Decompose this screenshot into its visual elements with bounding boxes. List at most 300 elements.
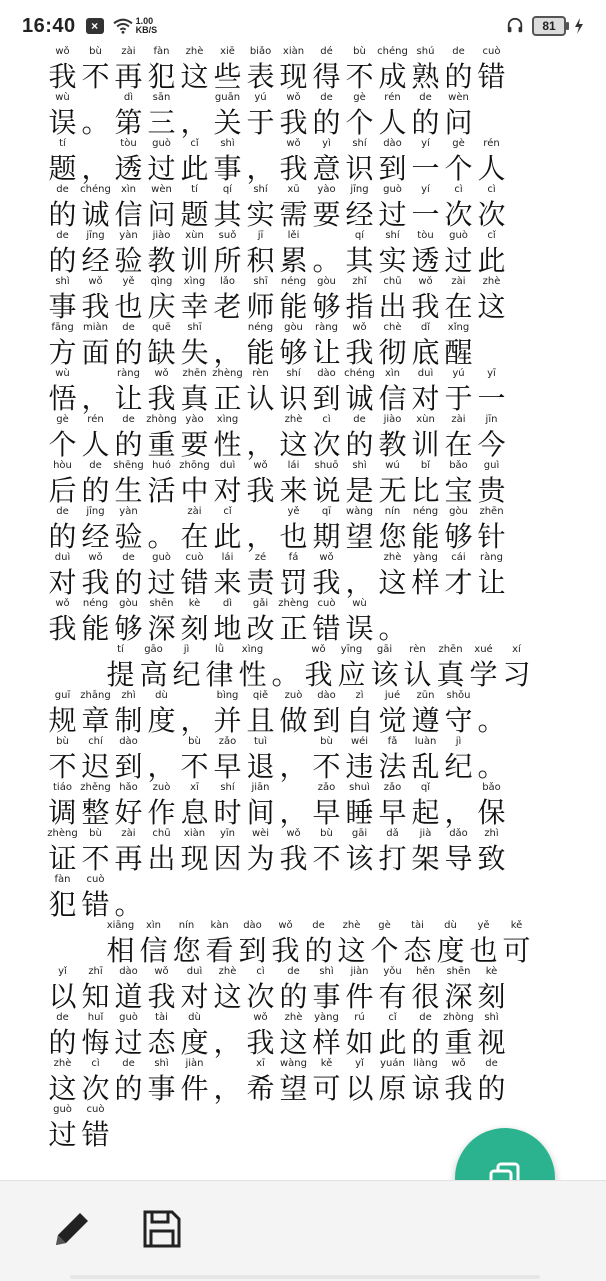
hanzi: 重 xyxy=(147,428,176,461)
pinyin: cì xyxy=(454,184,463,195)
char-cell xyxy=(343,1058,376,1105)
char-cell xyxy=(376,138,409,185)
hanzi: 让 xyxy=(477,566,506,599)
hanzi: 因 xyxy=(213,842,242,875)
char-cell xyxy=(46,1104,79,1151)
hanzi: 今 xyxy=(477,428,506,461)
char-cell xyxy=(442,506,475,553)
hanzi: 地 xyxy=(213,612,242,645)
hanzi: 活 xyxy=(147,474,176,507)
hanzi: 度 xyxy=(436,934,465,967)
pinyin: jī xyxy=(257,230,264,241)
hanzi: 期 xyxy=(312,520,341,553)
pinyin: zài xyxy=(187,506,202,517)
hanzi: 信 xyxy=(114,198,143,231)
char-cell xyxy=(442,828,475,875)
pinyin: gāi xyxy=(376,644,393,655)
hanzi: 老 xyxy=(213,290,242,323)
char-cell xyxy=(442,1058,475,1105)
hanzi: 人 xyxy=(477,152,506,185)
char-cell xyxy=(442,322,475,369)
hanzi: 制 xyxy=(114,704,143,737)
pinyin: kě xyxy=(320,1058,333,1069)
pinyin: ràng xyxy=(480,552,503,563)
pinyin: chè xyxy=(383,322,402,333)
pinyin: yě xyxy=(287,506,300,517)
pinyin: gòu xyxy=(317,276,336,287)
hanzi: ， xyxy=(246,152,275,185)
pinyin: duì xyxy=(54,552,71,563)
char-cell xyxy=(409,368,442,415)
edit-button[interactable] xyxy=(42,1199,102,1259)
char-cell xyxy=(475,138,508,185)
pinyin: de xyxy=(419,92,432,103)
char-cell xyxy=(46,966,79,1013)
char-cell xyxy=(442,46,475,93)
hanzi: 现 xyxy=(180,842,209,875)
pinyin: jīn xyxy=(485,414,498,425)
pinyin: lǜ xyxy=(214,644,225,655)
hanzi: 熟 xyxy=(411,60,440,93)
essay-line xyxy=(46,368,566,414)
char-cell xyxy=(335,644,368,691)
pinyin: zài xyxy=(451,276,466,287)
pinyin: cǐ xyxy=(223,506,232,517)
save-icon xyxy=(140,1207,184,1251)
char-cell xyxy=(112,598,145,645)
pinyin: xí xyxy=(512,644,521,655)
pinyin: zuò xyxy=(284,690,303,701)
essay-line xyxy=(46,736,566,782)
pinyin: yǐ xyxy=(58,966,67,977)
char-cell xyxy=(467,644,500,691)
char-cell xyxy=(236,920,269,967)
hanzi: 。 xyxy=(477,704,506,737)
hanzi: 在 xyxy=(444,290,473,323)
hanzi: 规 xyxy=(48,704,77,737)
char-cell xyxy=(277,552,310,599)
pinyin: tí xyxy=(191,184,198,195)
pinyin: yào xyxy=(185,414,204,425)
hanzi: 我 xyxy=(279,152,308,185)
hanzi: 这 xyxy=(337,934,366,967)
char-cell xyxy=(112,460,145,507)
char-cell xyxy=(310,736,343,783)
pinyin: gè xyxy=(452,138,465,149)
char-cell xyxy=(310,506,343,553)
char-cell xyxy=(376,782,409,829)
hanzi: 整 xyxy=(81,796,110,829)
pinyin: fǎ xyxy=(387,736,398,747)
pinyin: néng xyxy=(412,506,439,517)
hanzi: 且 xyxy=(246,704,275,737)
pinyin: cǐ xyxy=(190,138,199,149)
pinyin: gòu xyxy=(284,322,303,333)
char-cell xyxy=(211,782,244,829)
essay-line xyxy=(46,46,566,92)
pinyin: wǒ xyxy=(154,368,169,379)
char-cell xyxy=(211,506,244,553)
char-cell xyxy=(442,230,475,277)
pinyin: wéi xyxy=(350,736,369,747)
hanzi: 问 xyxy=(444,106,473,139)
hanzi: 我 xyxy=(444,1072,473,1105)
char-cell xyxy=(46,828,79,875)
pinyin: zhì xyxy=(121,690,136,701)
hanzi: 方 xyxy=(48,336,77,369)
hanzi: 比 xyxy=(411,474,440,507)
pinyin: ràng xyxy=(117,368,140,379)
hanzi: 可 xyxy=(312,1072,341,1105)
hanzi: 我 xyxy=(246,1026,275,1059)
pinyin: yàng xyxy=(413,552,438,563)
char-cell xyxy=(145,828,178,875)
char-cell xyxy=(277,506,310,553)
char-cell xyxy=(79,46,112,93)
char-cell xyxy=(178,966,211,1013)
char-cell xyxy=(178,322,211,369)
char-cell xyxy=(112,230,145,277)
char-cell xyxy=(178,108,211,138)
char-cell xyxy=(310,828,343,875)
char-cell xyxy=(475,1058,508,1105)
hanzi: 够 xyxy=(279,336,308,369)
char-cell xyxy=(79,276,112,323)
hanzi: ， xyxy=(345,566,374,599)
hanzi: 我 xyxy=(411,290,440,323)
char-cell xyxy=(112,890,145,920)
hanzi: ， xyxy=(246,428,275,461)
pinyin: shēn xyxy=(149,598,174,609)
hanzi: 到 xyxy=(238,934,267,967)
char-cell xyxy=(79,1104,112,1151)
pinyin: shí xyxy=(220,782,235,793)
pinyin: yuán xyxy=(380,1058,405,1069)
hanzi: 样 xyxy=(312,1026,341,1059)
char-cell xyxy=(178,552,211,599)
pinyin: chéng xyxy=(80,184,111,195)
hanzi: 事 xyxy=(147,1072,176,1105)
hanzi: 此 xyxy=(378,1026,407,1059)
battery-icon: 81 xyxy=(532,16,566,36)
hanzi: 正 xyxy=(279,612,308,645)
hanzi: ， xyxy=(81,382,110,415)
char-cell xyxy=(244,782,277,829)
char-cell xyxy=(244,460,277,507)
char-cell xyxy=(46,46,79,93)
char-cell xyxy=(178,736,211,783)
hanzi: 成 xyxy=(378,60,407,93)
char-cell xyxy=(104,644,137,691)
pinyin: qiě xyxy=(252,690,269,701)
pinyin: jià xyxy=(419,828,432,839)
char-cell xyxy=(46,368,79,415)
hanzi: 的 xyxy=(477,1072,506,1105)
hanzi: 调 xyxy=(48,796,77,829)
pinyin: liàng xyxy=(413,1058,438,1069)
pinyin: xìn xyxy=(120,184,137,195)
char-cell xyxy=(343,828,376,875)
hanzi: 不 xyxy=(345,60,374,93)
char-cell xyxy=(244,1012,277,1059)
essay-line xyxy=(46,230,566,276)
save-button[interactable] xyxy=(132,1199,192,1259)
pinyin: xùn xyxy=(185,230,204,241)
char-cell xyxy=(442,414,475,461)
hanzi: 这 xyxy=(477,290,506,323)
pinyin: zǎo xyxy=(218,736,237,747)
pinyin: yīn xyxy=(219,828,236,839)
hanzi: 的 xyxy=(114,428,143,461)
hanzi: 透 xyxy=(411,244,440,277)
hanzi: 幸 xyxy=(180,290,209,323)
pinyin: néng xyxy=(247,322,274,333)
pinyin: xī xyxy=(256,1058,265,1069)
char-cell xyxy=(244,368,277,415)
hanzi: 需 xyxy=(279,198,308,231)
char-cell xyxy=(310,276,343,323)
char-cell xyxy=(79,108,112,138)
pinyin: gāo xyxy=(144,644,163,655)
char-cell xyxy=(376,92,409,139)
char-cell xyxy=(244,522,277,552)
hanzi: 法 xyxy=(378,750,407,783)
hanzi: 时 xyxy=(213,796,242,829)
pinyin: wǒ xyxy=(286,92,301,103)
pinyin: cuò xyxy=(482,46,501,57)
hanzi: 庆 xyxy=(147,290,176,323)
hanzi: 证 xyxy=(48,842,77,875)
pinyin: bù xyxy=(56,736,69,747)
hanzi: 过 xyxy=(147,566,176,599)
pinyin: wù xyxy=(352,598,367,609)
hanzi: 的 xyxy=(48,520,77,553)
char-cell xyxy=(343,92,376,139)
hanzi: 性 xyxy=(213,428,242,461)
char-cell xyxy=(178,506,211,553)
pinyin: zhèng xyxy=(212,368,243,379)
hanzi: 能 xyxy=(81,612,110,645)
char-cell xyxy=(376,1012,409,1059)
essay-line xyxy=(46,184,566,230)
char-cell xyxy=(46,874,79,921)
pinyin: zhè xyxy=(383,552,402,563)
pinyin: néng xyxy=(280,276,307,287)
hanzi: 觉 xyxy=(378,704,407,737)
pinyin: dì xyxy=(222,598,233,609)
char-cell xyxy=(310,368,343,415)
hanzi: 我 xyxy=(81,290,110,323)
pinyin: wǒ xyxy=(319,552,334,563)
char-cell xyxy=(178,276,211,323)
char-cell xyxy=(442,460,475,507)
char-cell xyxy=(244,736,277,783)
pinyin: kè xyxy=(485,966,498,977)
pinyin: biǎo xyxy=(249,46,272,57)
hanzi: 很 xyxy=(411,980,440,1013)
pinyin: shí xyxy=(385,230,400,241)
char-cell xyxy=(79,690,112,737)
hanzi: 关 xyxy=(213,106,242,139)
hanzi: 事 xyxy=(312,980,341,1013)
char-cell xyxy=(376,1058,409,1105)
pinyin: bù xyxy=(353,46,366,57)
pinyin: wǒ xyxy=(352,322,367,333)
hanzi: 出 xyxy=(378,290,407,323)
char-cell xyxy=(112,1058,145,1105)
char-cell xyxy=(409,92,442,139)
pinyin: tài xyxy=(155,1012,168,1023)
char-cell xyxy=(211,92,244,139)
char-cell xyxy=(475,706,508,736)
char-cell xyxy=(104,920,137,967)
hanzi: 早 xyxy=(312,796,341,829)
pinyin: tuì xyxy=(253,736,268,747)
pinyin: cái xyxy=(451,552,466,563)
char-cell xyxy=(112,690,145,737)
pinyin: shí xyxy=(253,184,268,195)
pinyin: néng xyxy=(82,598,109,609)
char-cell xyxy=(277,966,310,1013)
char-cell xyxy=(475,506,508,553)
char-cell xyxy=(79,506,112,553)
char-cell xyxy=(368,644,401,691)
char-cell xyxy=(442,368,475,415)
pinyin: luàn xyxy=(414,736,437,747)
hanzi: 习 xyxy=(502,658,531,691)
pinyin: shī xyxy=(253,276,268,287)
char-cell xyxy=(46,552,79,599)
char-cell xyxy=(277,598,310,645)
essay-line xyxy=(46,276,566,322)
hanzi: 训 xyxy=(180,244,209,277)
hanzi: 再 xyxy=(114,842,143,875)
pinyin: chū xyxy=(152,828,171,839)
char-cell xyxy=(343,506,376,553)
char-cell xyxy=(442,276,475,323)
status-time: 16:40 xyxy=(22,14,76,37)
char-cell xyxy=(277,1058,310,1105)
pinyin: gè xyxy=(56,414,69,425)
char-cell xyxy=(343,414,376,461)
pinyin: zǎo xyxy=(317,782,336,793)
hanzi: 我 xyxy=(147,382,176,415)
hanzi: 迟 xyxy=(81,750,110,783)
char-cell xyxy=(302,920,335,967)
char-cell xyxy=(343,322,376,369)
hanzi: 正 xyxy=(213,382,242,415)
pinyin: yú xyxy=(254,92,267,103)
hanzi: 高 xyxy=(139,658,168,691)
char-cell xyxy=(145,552,178,599)
char-cell xyxy=(343,368,376,415)
hanzi: 。 xyxy=(312,244,341,277)
char-cell xyxy=(203,644,236,691)
char-cell xyxy=(442,552,475,599)
char-cell xyxy=(302,644,335,691)
hanzi: 间 xyxy=(246,796,275,829)
char-cell xyxy=(442,1012,475,1059)
hanzi: 不 xyxy=(312,750,341,783)
hanzi: 该 xyxy=(345,842,374,875)
hanzi: 到 xyxy=(312,382,341,415)
pinyin: yàn xyxy=(119,230,138,241)
pinyin: zhè xyxy=(284,1012,303,1023)
hanzi: 的 xyxy=(444,60,473,93)
essay-line xyxy=(46,874,566,920)
essay-line xyxy=(46,690,566,736)
pinyin: duì xyxy=(417,368,434,379)
hanzi: 能 xyxy=(411,520,440,553)
char-cell xyxy=(269,660,302,690)
pinyin: nín xyxy=(178,920,195,931)
pinyin: lái xyxy=(287,460,300,471)
char-cell xyxy=(409,1058,442,1105)
char-cell xyxy=(475,752,508,782)
hanzi: 题 xyxy=(180,198,209,231)
hanzi: 三 xyxy=(147,106,176,139)
char-cell xyxy=(178,598,211,645)
hanzi: 一 xyxy=(411,152,440,185)
hanzi: 刻 xyxy=(180,612,209,645)
char-cell xyxy=(112,736,145,783)
hanzi: 次 xyxy=(477,198,506,231)
pinyin: de xyxy=(122,322,135,333)
char-cell xyxy=(442,690,475,737)
pinyin: jiàn xyxy=(350,966,369,977)
hanzi: 够 xyxy=(114,612,143,645)
pinyin: yú xyxy=(452,368,465,379)
pinyin: gòu xyxy=(119,598,138,609)
hanzi: 无 xyxy=(378,474,407,507)
hanzi: 不 xyxy=(81,60,110,93)
pinyin: wú xyxy=(385,460,400,471)
pinyin: dé xyxy=(320,46,333,57)
pinyin: zhè xyxy=(342,920,361,931)
char-cell xyxy=(178,230,211,277)
hanzi: 我 xyxy=(81,566,110,599)
char-cell xyxy=(145,184,178,231)
char-cell xyxy=(145,598,178,645)
pinyin: chéng xyxy=(344,368,375,379)
hanzi: 的 xyxy=(114,336,143,369)
hanzi: 乱 xyxy=(411,750,440,783)
hanzi: 导 xyxy=(444,842,473,875)
char-cell xyxy=(178,368,211,415)
hanzi: 过 xyxy=(444,244,473,277)
char-cell xyxy=(178,414,211,461)
hanzi: ， xyxy=(279,750,308,783)
pinyin: zhè xyxy=(218,966,237,977)
char-cell xyxy=(145,782,178,829)
char-cell xyxy=(211,138,244,185)
hanzi: 纪 xyxy=(444,750,473,783)
pinyin: shēn xyxy=(446,966,471,977)
essay-line xyxy=(46,1012,566,1058)
hanzi: 宝 xyxy=(444,474,473,507)
char-cell xyxy=(409,276,442,323)
pinyin: zuò xyxy=(152,782,171,793)
char-cell xyxy=(46,598,79,645)
pinyin: wǒ xyxy=(88,552,103,563)
hanzi: 于 xyxy=(246,106,275,139)
char-cell xyxy=(211,230,244,277)
hanzi: ， xyxy=(279,796,308,829)
hanzi: 的 xyxy=(48,244,77,277)
char-cell xyxy=(277,276,310,323)
char-cell xyxy=(442,966,475,1013)
hanzi: 经 xyxy=(81,520,110,553)
